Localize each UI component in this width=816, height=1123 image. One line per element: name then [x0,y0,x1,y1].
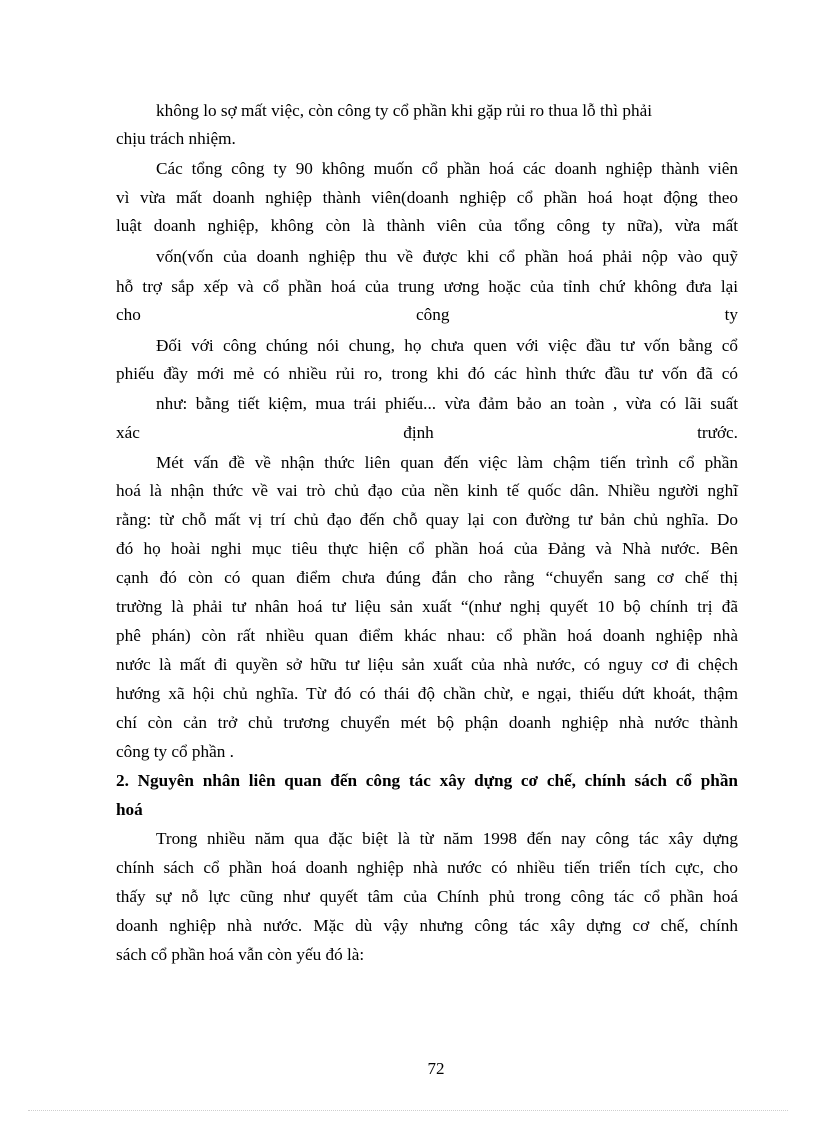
text-line: vì vừa mất doanh nghiệp thành viên(doanh nghiệp cổ phần hoá hoạt động theo [116,188,738,207]
word: định [403,423,434,442]
text-line: luật doanh nghiệp, không còn là thành viên của tổng công ty nữa), vừa mất [116,216,738,235]
word: ty [724,305,738,324]
text-line: chịu trách nhiệm. [116,129,236,148]
section-heading: 2. Nguyên nhân liên quan đến công tác xây dựng cơ chế, chính sách cổ phần [116,771,738,790]
page-bottom-rule [28,1110,788,1111]
text-line-justified [116,304,738,326]
text-line: hướng xã hội chủ nghĩa. Từ đó có thái độ chần chừ, e ngại, thiếu dứt khoát, thậm [116,684,738,703]
text-line: rằng: từ chỗ mất vị trí chủ đạo đến chỗ quay lại con đường tư bản chủ nghĩa. Do [116,510,738,529]
text-line: thấy sự nỗ lực cũng như quyết tâm của Chính phủ trong công tác cổ phần hoá [116,887,738,906]
word: trước. [697,423,738,442]
text-line: Các tổng công ty 90 không muốn cổ phần hoá các doanh nghiệp thành viên [156,159,738,178]
text-line: nước là mất đi quyền sở hữu tư liệu sản xuất của nhà nước, có nguy cơ đi chệch [116,655,738,674]
text-line: công ty cổ phần . [116,742,234,761]
text-line: cạnh đó còn có quan điểm chưa đúng đắn cho rằng “chuyển sang cơ chế thị [116,568,738,587]
word: công [416,305,450,324]
text-line: Trong nhiều năm qua đặc biệt là từ năm 1998 đến nay công tác xây dựng [156,829,738,848]
text-line: phiếu đầy mới mẻ có nhiều rủi ro, trong khi đó các hình thức đầu tư vốn đã có [116,364,738,383]
text-line: hỗ trợ sắp xếp và cổ phần hoá của trung ương hoặc của tỉnh chứ không đưa lại [116,277,738,296]
word: cho [116,305,141,324]
section-heading: hoá [116,800,143,819]
text-line: đó họ hoài nghi mục tiêu thực hiện cổ phần hoá của Đảng và Nhà nước. Bên [116,539,738,558]
text-line: như: bằng tiết kiệm, mua trái phiếu... vừa đảm bảo an toàn , vừa có lãi suất [156,394,738,413]
page-number: 72 [427,1059,445,1078]
text-line: chính sách cổ phần hoá doanh nghiệp nhà nước có nhiều tiến triển tích cực, cho [116,858,738,877]
text-line: chí còn cản trở chủ trương chuyển mét bộ phận doanh nghiệp nhà nước thành [116,713,738,732]
word: xác [116,423,140,442]
text-line: trường là phải tư nhân hoá tư liệu sản xuất “(như nghị quyết 10 bộ chính trị đã [116,597,738,616]
text-line: hoá là nhận thức về vai trò chủ đạo của nền kinh tế quốc dân. Nhiều người nghĩ [116,481,738,500]
text-line: không lo sợ mất việc, còn công ty cổ phần khi gặp rủi ro thua lỗ thì phải [156,101,652,120]
text-line: Đối với công chúng nói chung, họ chưa quen với việc đầu tư vốn bằng cổ [156,336,738,355]
text-line-justified [116,422,738,444]
text-line: phê phán) còn rất nhiều quan điểm khác nhau: cổ phần hoá doanh nghiệp nhà [116,626,738,645]
text-line: vốn(vốn của doanh nghiệp thu về được khi cổ phần hoá phải nộp vào quỹ [156,247,738,266]
text-line: sách cổ phần hoá vẫn còn yếu đó là: [116,945,365,964]
text-line: Mét vấn đề về nhận thức liên quan đến việc làm chậm tiến trình cổ phần [156,453,738,472]
text-line: doanh nghiệp nhà nước. Mặc dù vậy nhưng công tác xây dựng cơ chế, chính [116,916,738,935]
